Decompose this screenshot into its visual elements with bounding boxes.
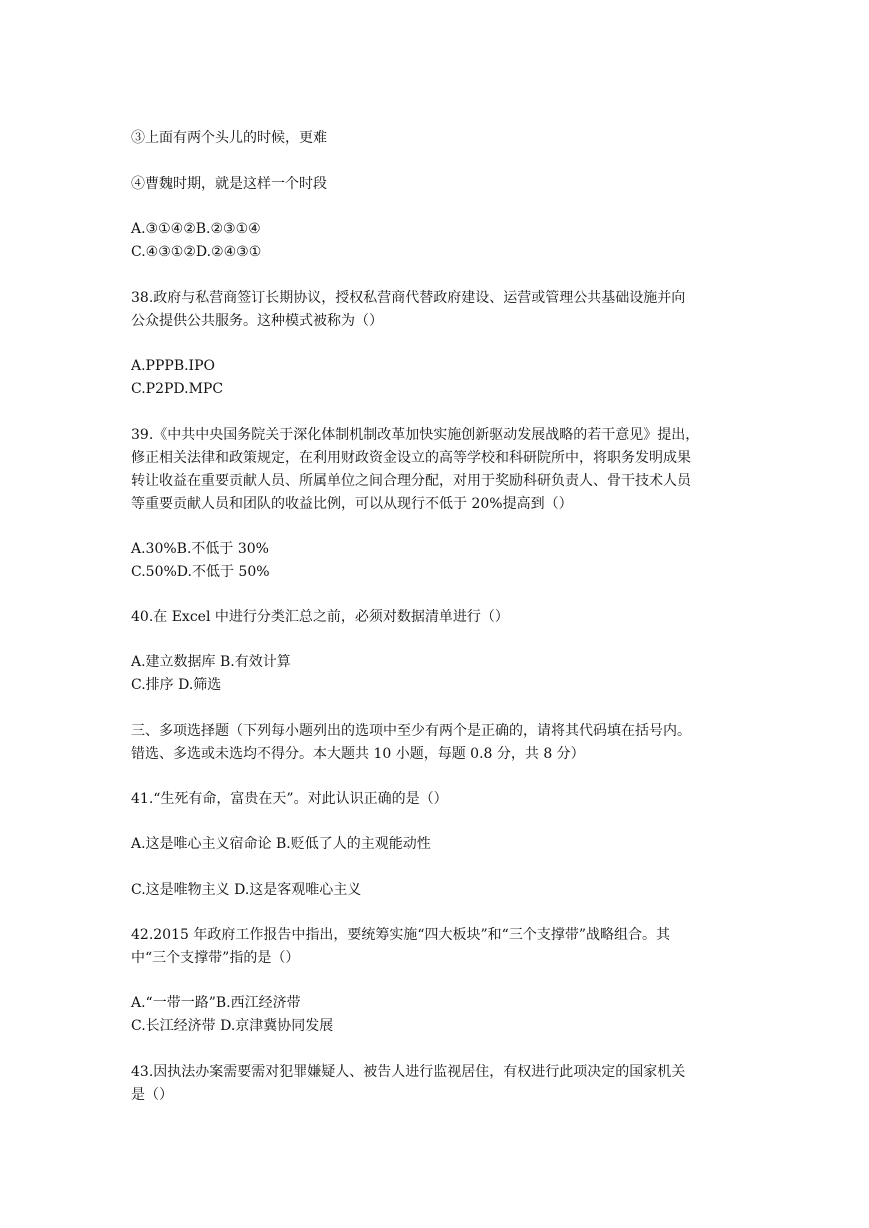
question-43-line: 是（） [131,1087,173,1103]
question-39-line: 39.《中共中央国务院关于深化体制机制改革加快实施创新驱动发展战略的若干意见》提出， [131,427,700,443]
option-line: A.这是唯心主义宿命论 B.贬低了人的主观能动性 [131,836,431,852]
question-42-line: 42.2015 年政府工作报告中指出，要统筹实施“四大板块”和“三个支撑带”战略组合。其 [131,927,670,943]
option-line: C.P2PD.MPC [131,381,224,397]
option-line: C.这是唯物主义 D.这是客观唯心主义 [131,882,362,898]
section-heading: 错选、多选或未选均不得分。本大题共 10 小题，每题 0.8 分，共 8 分） [131,746,585,762]
option-line: A.30%B.不低于 30% [131,541,269,557]
question-39-line: 修正相关法律和政策规定，在利用财政资金设立的高等学校和科研院所中，将职务发明成果 [131,450,691,466]
option-line: A.建立数据库 B.有效计算 [131,654,291,670]
question-38-line: 公众提供公共服务。这种模式被称为（） [131,313,383,329]
question-41-line: 41.“生死有命，富贵在天”。对此认识正确的是（） [131,791,448,807]
option-line: C.50%D.不低于 50% [131,564,270,580]
question-39-line: 等重要贡献人员和团队的收益比例，可以从现行不低于 20%提高到（） [131,496,573,512]
question-39-line: 转让收益在重要贡献人员、所属单位之间合理分配，对用于奖励科研负责人、骨干技术人员 [131,473,691,489]
option-line: A.PPPB.IPO [131,358,215,374]
section-heading: 三、多项选择题（下列每小题列出的选项中至少有两个是正确的，请将其代码填在括号内。 [131,723,691,739]
question-38-line: 38.政府与私营商签订长期协议，授权私营商代替政府建设、运营或管理公共基础设施并向 [131,290,686,306]
text-line: ③上面有两个头儿的时候，更难 [131,130,327,146]
option-line: A.③①④②B.②③①④ [131,221,261,237]
option-line: C.④③①②D.②④③① [131,244,262,260]
question-43-line: 43.因执法办案需要需对犯罪嫌疑人、被告人进行监视居住，有权进行此项决定的国家机关 [131,1064,686,1080]
option-line: C.长江经济带 D.京津冀协同发展 [131,1018,334,1034]
text-line: ④曹魏时期，就是这样一个时段 [131,176,327,192]
question-40-line: 40.在 Excel 中进行分类汇总之前，必须对数据清单进行（） [131,609,509,625]
option-line: A.“一带一路”B.西江经济带 [131,995,301,1011]
question-42-line: 中“三个支撑带”指的是（） [131,950,300,966]
option-line: C.排序 D.筛选 [131,677,222,693]
